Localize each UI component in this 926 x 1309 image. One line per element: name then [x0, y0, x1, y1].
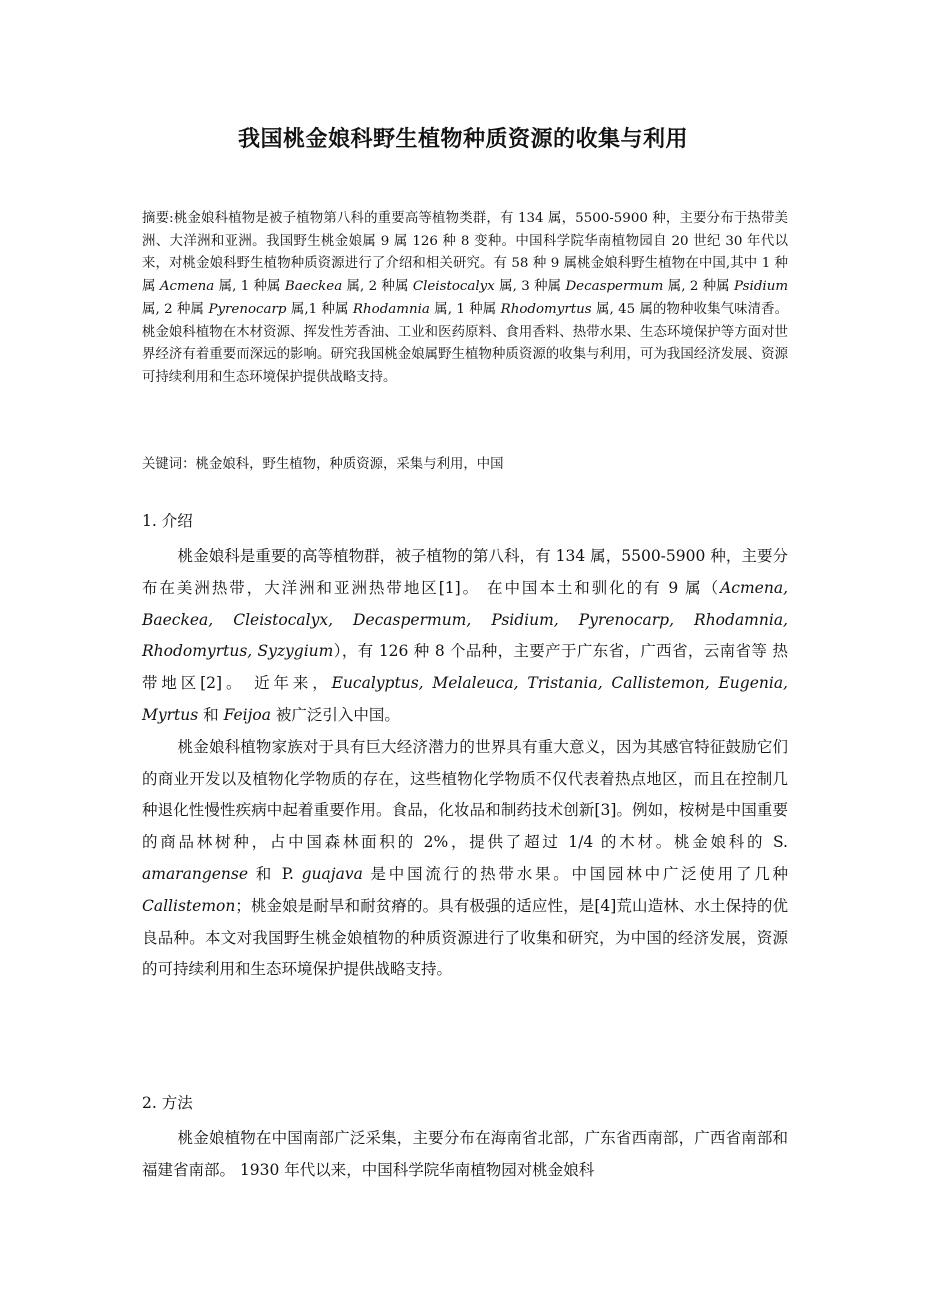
abstract-text: 属, 2 种属 — [663, 279, 735, 295]
abstract-text: 属, 1 种属 — [429, 301, 501, 317]
genus-name: Baeckea — [284, 279, 343, 295]
keywords: 关键词：桃金娘科，野生植物，种质资源，采集与利用，中国 — [142, 457, 504, 472]
paragraph-text: 被广泛引入中国。 — [270, 705, 400, 724]
genus-name: Feijoa — [223, 705, 271, 724]
species-name: amarangense — [142, 864, 249, 883]
genus-name: Callistemon — [142, 896, 236, 915]
section-introduction-body — [142, 541, 788, 986]
paper-title: 我国桃金娘科野生植物种质资源的收集与利用 — [237, 127, 688, 152]
paragraph-text: 和 — [198, 705, 224, 724]
abstract-text: 摘要:桃金娘科植物是被子植物第八科的重要高等植物类群，有 134 属，5500-5900 种，主要分布于热带美洲、大洋洲和亚洲。我国野生桃金娘属 9 属 126 种 8 变种。中国科学院华南植物园自 20 世纪 30 年代以来，对桃金娘科野生植物种质资源进行了介绍和相关研究。有 58 种 9 属桃金娘科野生植物在中国,其中 1 种属 — [142, 211, 788, 295]
section-methods-body — [142, 1123, 788, 1187]
abstract-text: 属, 45 属的物种收集气味清香。桃金娘科植物在木材资源、挥发性芳香油、工业和医药原料、食用香料、热带水果、生态环境保护等方面对世界经济有着重要而深远的影响。研究我国桃金娘属野生植物种质资源的收集与利用，可为我国经济发展、资源可持续利用和生态环境保护提供战略支持。 — [142, 301, 789, 385]
abstract-text: 属, 3 种属 — [494, 279, 566, 295]
paragraph-text: 桃金娘科是重要的高等植物群，被子植物的第八科，有 134 属，5500-5900 种，主要分布在美洲热带，大洋洲和亚洲热带地区[1]。 在中国本土和驯化的有 9 属（ — [142, 547, 788, 597]
genus-name: Rhodomyrtus — [500, 301, 592, 317]
genus-name: Psidium — [734, 279, 789, 295]
genus-name: Rhodamnia — [352, 301, 430, 317]
paragraph — [142, 541, 788, 732]
genus-name: Cleistocalyx — [412, 279, 495, 295]
genus-name: Pyrenocarp — [208, 301, 287, 317]
genus-list: Eucalyptus, Melaleuca, Tristania, Callistemon, Eugenia, Myrtus — [142, 674, 788, 724]
abstract-text: 属, 1 种属 — [214, 279, 285, 295]
species-name: guajava — [301, 864, 363, 883]
paragraph-text: ），有 126 种 8 个品种，主要产于广东省，广西省，云南省等 热带地区[2]。 近年来， — [142, 642, 788, 693]
abstract-text: 属,1 种属 — [286, 301, 353, 317]
section-heading-introduction: 1. 介绍 — [142, 512, 193, 530]
genus-list: Acmena, Baeckea, Cleistocalyx, Decaspermum, Psidium, Pyrenocarp, Rhodamnia, Rhodomyrtus, Syzygium — [142, 578, 788, 661]
paragraph-text: 桃金娘科植物家族对于具有巨大经济潜力的世界具有重大意义，因为其感官特征鼓励它们的商业开发以及植物化学物质的存在，这些植物化学物质不仅代表着热点地区，而且在控制几种退化性慢性疾病中起着重要作用。食品，化妆品和制药技术创新[3]。例如，桉树是中国重要的商品林树种，占中国森林面积的 2%，提供了超过 1/4 的木材。桃金娘科的 S. — [142, 737, 788, 852]
paragraph: 桃金娘植物在中国南部广泛采集，主要分布在海南省北部，广东省西南部，广西省南部和福建省南部。 1930 年代以来，中国科学院华南植物园对桃金娘科 — [142, 1129, 788, 1179]
genus-name: Acmena — [159, 279, 215, 295]
abstract — [142, 208, 788, 390]
paragraph-text: ；桃金娘是耐旱和耐贫瘠的。具有极强的适应性，是[4]荒山造林、水土保持的优良品种。本文对我国野生桃金娘植物的种质资源进行了收集和研究，为中国的经济发展，资源的可持续利用和生态环境保护提供战略支持。 — [142, 896, 788, 979]
abstract-text: 属, 2 种属 — [342, 279, 413, 295]
paragraph-text: 是中国流行的热带水果。中国园林中广泛使用了几种 — [362, 864, 788, 883]
paragraph — [142, 732, 788, 986]
section-heading-methods: 2. 方法 — [142, 1094, 193, 1112]
abstract-text: 属, 2 种属 — [142, 301, 209, 317]
genus-name: Decaspermum — [565, 279, 664, 295]
paragraph-text: 和 P. — [248, 864, 302, 883]
